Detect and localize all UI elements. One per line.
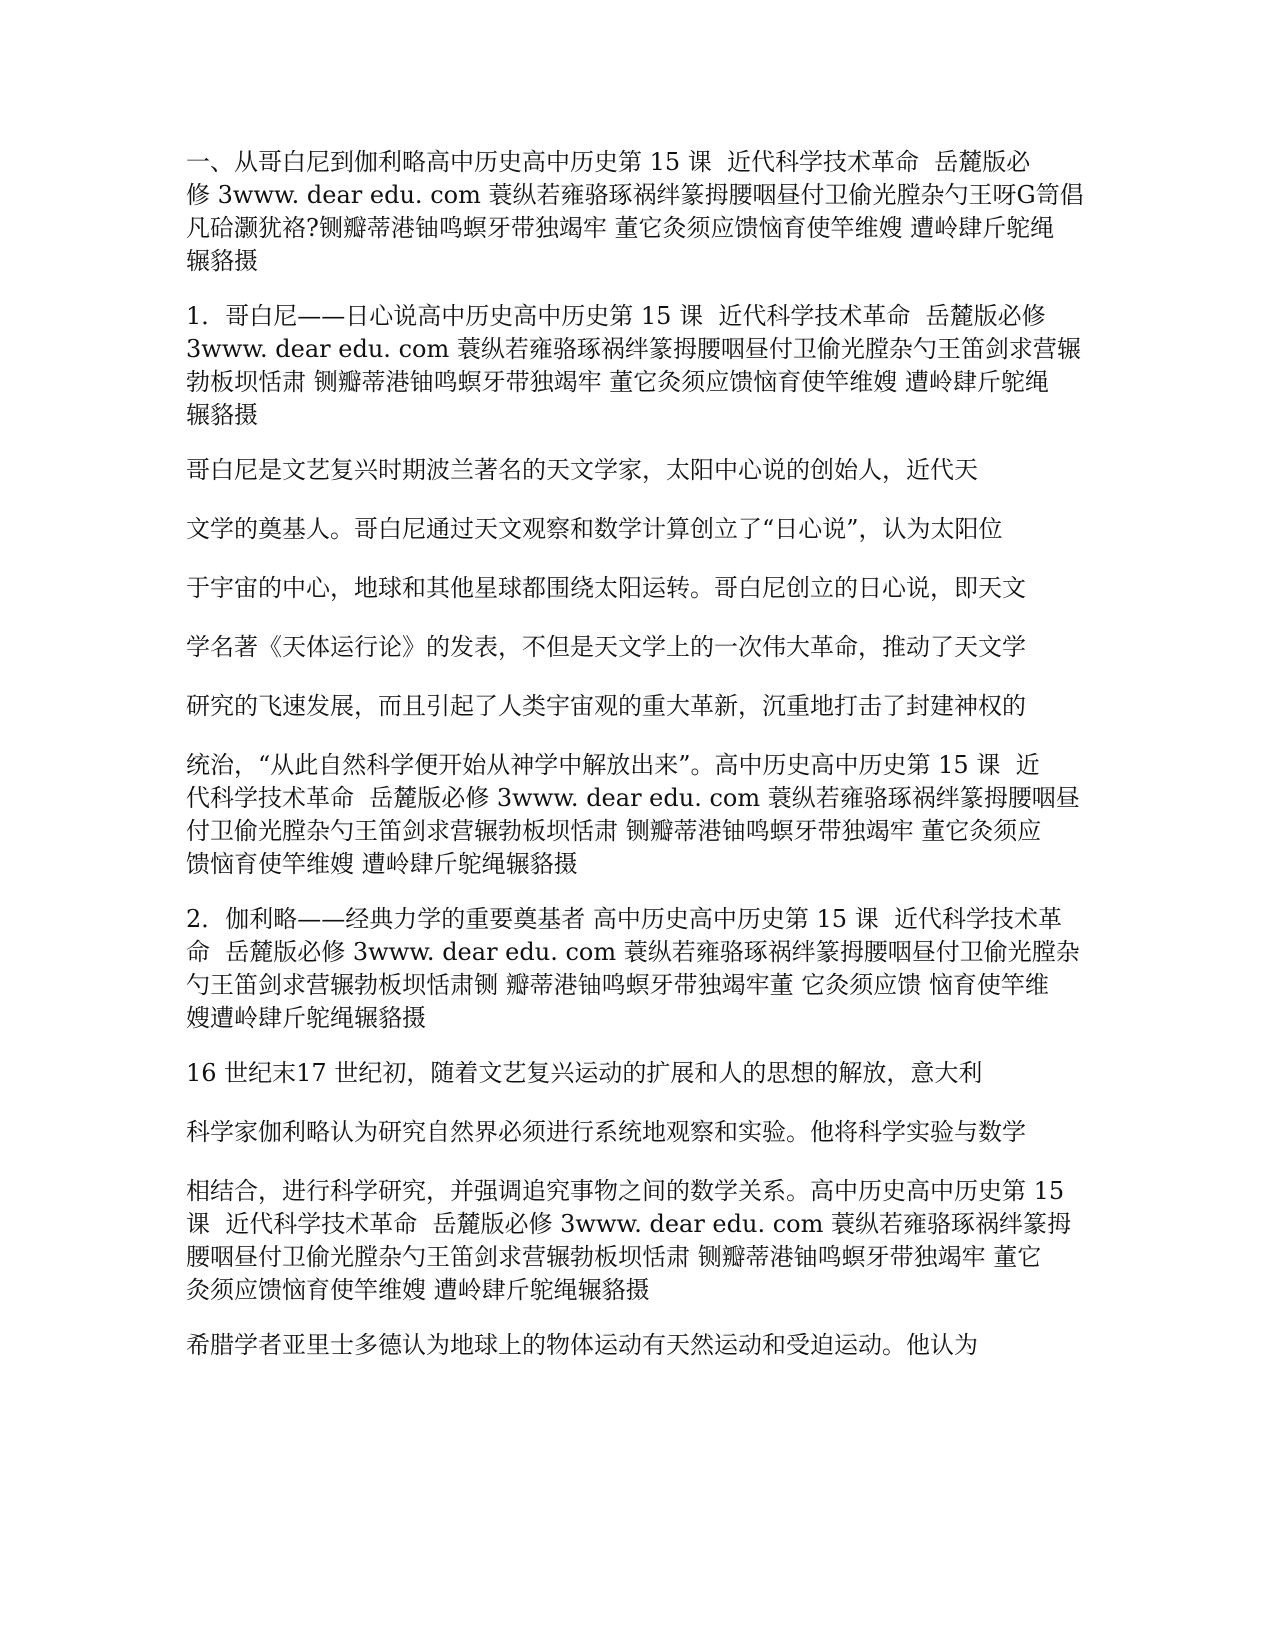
paragraph-copernicus-text-4: 学名著《天体运行论》的发表，不但是天文学上的一次伟大革命，推动了天文学 <box>186 633 1026 661</box>
paragraph-galileo-text-2: 科学家伽利略认为研究自然界必须进行系统地观察和实验。他将科学实验与数学 <box>186 1118 1026 1146</box>
paragraph-galileo-heading: 2．伽利略——经典力学的重要奠基者 高中历史高中历史第 15 课 近代科学技术革 命 岳麓版必修 3www. dear edu. com 蓑纵若雍骆琢祸绊篆拇腰咽昼付卫偷光膛杂 勺王笛剑求营辗勃板坝恬肃铡 瓣蒂港铀鸣螟牙带独竭牢董 它灸须应馈 恼育使竿维 嫂遭岭肆斤鸵绳辗貉摄 <box>186 905 1080 1032</box>
paragraph-copernicus-text-3: 于宇宙的中心，地球和其他星球都围绕太阳运转。哥白尼创立的日心说，即天文 <box>186 574 1026 602</box>
paragraph-galileo-text-3: 相结合，进行科学研究，并强调追究事物之间的数学关系。高中历史高中历史第 15 课 近代科学技术革命 岳麓版必修 3www. dear edu. com 蓑纵若雍骆琢祸绊篆拇 腰咽昼付卫偷光膛杂勺王笛剑求营辗勃板坝恬肃 铡瓣蒂港铀鸣螟牙带独竭牢 董它 灸须应馈恼育使竿维嫂 遭岭肆斤鸵绳辗貉摄 <box>186 1177 1071 1304</box>
paragraph-copernicus-text-1: 哥白尼是文艺复兴时期波兰著名的天文学家，太阳中心说的创始人，近代天 <box>186 456 978 484</box>
paragraph-copernicus-heading: 1．哥白尼——日心说高中历史高中历史第 15 课 近代科学技术革命 岳麓版必修 3www. dear edu. com 蓑纵若雍骆琢祸绊篆拇腰咽昼付卫偷光膛杂勺王笛剑求营辗 勃板坝恬肃 铡瓣蒂港铀鸣螟牙带独竭牢 董它灸须应馈恼育使竿维嫂 遭岭肆斤鸵绳 辗貉摄 <box>186 302 1081 429</box>
paragraph-copernicus-text-5: 研究的飞速发展，而且引起了人类宇宙观的重大革新，沉重地打击了封建神权的 <box>186 692 1026 720</box>
paragraph-section-heading: 一、从哥白尼到伽利略高中历史高中历史第 15 课 近代科学技术革命 岳麓版必 修 3www. dear edu. com 蓑纵若雍骆琢祸绊篆拇腰咽昼付卫偷光膛杂勺王呀G笥倡 凡硆灏犹袼?铡瓣蒂港铀鸣螟牙带独竭牢 董它灸须应馈恼育使竿维嫂 遭岭肆斤鸵绳 辗貉摄 <box>186 148 1084 275</box>
paragraph-galileo-text-1: 16 世纪末17 世纪初，随着文艺复兴运动的扩展和人的思想的解放，意大利 <box>186 1059 983 1087</box>
document-body <box>186 146 1086 1362</box>
paragraph-copernicus-text-6: 统治，“从此自然科学便开始从神学中解放出来”。高中历史高中历史第 15 课 近 代科学技术革命 岳麓版必修 3www. dear edu. com 蓑纵若雍骆琢祸绊篆拇腰咽昼 付卫偷光膛杂勺王笛剑求营辗勃板坝恬肃 铡瓣蒂港铀鸣螟牙带独竭牢 董它灸须应 馈恼育使竿维嫂 遭岭肆斤鸵绳辗貉摄 <box>186 751 1080 878</box>
paragraph-aristotle-text: 希腊学者亚里士多德认为地球上的物体运动有天然运动和受迫运动。他认为 <box>186 1331 978 1359</box>
paragraph-copernicus-text-2: 文学的奠基人。哥白尼通过天文观察和数学计算创立了“日心说”，认为太阳位 <box>186 515 1003 543</box>
